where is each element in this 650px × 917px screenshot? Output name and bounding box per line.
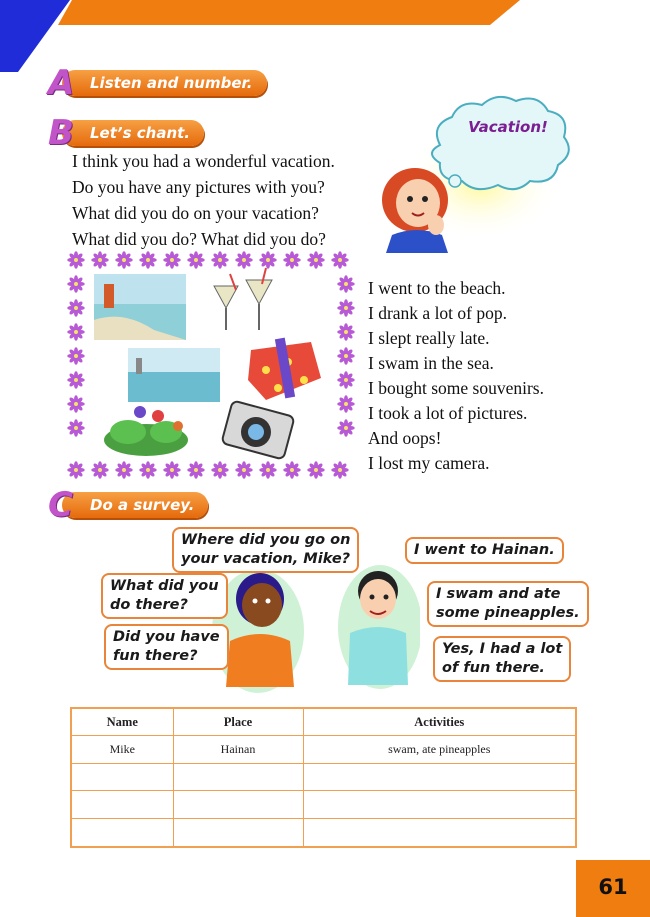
flower-icon	[283, 461, 300, 478]
flower-icon	[337, 395, 354, 412]
flower-icon	[283, 251, 300, 268]
table-cell[interactable]	[303, 819, 576, 847]
flower-icon	[67, 275, 84, 292]
bubble-line: some pineapples.	[436, 605, 580, 621]
sea-photo-icon	[128, 348, 220, 402]
flower-icon	[163, 461, 180, 478]
section-a-title: Listen and number.	[62, 70, 267, 96]
chant-line: What did you do? What did you do?	[72, 229, 326, 249]
flower-icon	[67, 251, 84, 268]
flower-icon	[67, 395, 84, 412]
chant-line: I bought some souvenirs.	[368, 378, 544, 398]
table-cell[interactable]	[71, 763, 173, 791]
table-row	[71, 736, 576, 764]
section-c-title: Do a survey.	[62, 492, 208, 518]
chant-line: What did you do on your vacation?	[72, 203, 319, 223]
table-cell[interactable]	[173, 819, 303, 847]
flower-icon	[67, 323, 84, 340]
flower-icon	[67, 299, 84, 316]
flower-icon	[211, 461, 228, 478]
flower-icon	[91, 251, 108, 268]
flower-icon	[307, 251, 324, 268]
section-b-letter: B	[48, 113, 74, 153]
flower-icon	[115, 461, 132, 478]
chant-line: I think you had a wonderful vacation.	[72, 151, 335, 171]
table-cell: Hainan	[173, 736, 303, 764]
beach-photo-icon	[94, 274, 186, 340]
table-row	[71, 763, 576, 791]
chant-answers	[368, 276, 544, 476]
flower-icon	[337, 347, 354, 364]
flower-icon	[67, 371, 84, 388]
speech-bubble-answer-what	[427, 581, 589, 627]
table-cell: Mike	[71, 736, 173, 764]
bubble-line: Yes, I had a lot	[442, 641, 563, 657]
flower-icon	[139, 461, 156, 478]
flower-icon	[337, 419, 354, 436]
table-row	[71, 819, 576, 847]
section-a-letter: A	[48, 63, 75, 103]
chant-line: I lost my camera.	[368, 453, 490, 473]
table-header-row	[71, 708, 576, 736]
flower-icon	[115, 251, 132, 268]
flower-icon	[139, 251, 156, 268]
survey-table	[70, 707, 577, 848]
flower-icon	[337, 323, 354, 340]
flower-icon	[235, 251, 252, 268]
table-row	[71, 791, 576, 819]
bubble-line: Did you have	[113, 629, 220, 645]
flower-icon	[187, 461, 204, 478]
flower-icon	[259, 461, 276, 478]
flower-icon	[163, 251, 180, 268]
chant-line: I slept really late.	[368, 328, 490, 348]
bubble-line: Where did you go on	[181, 532, 351, 548]
chant-intro	[72, 148, 335, 252]
chant-line: I drank a lot of pop.	[368, 303, 507, 323]
flower-icon	[307, 461, 324, 478]
flower-icon	[91, 461, 108, 478]
bubble-line: of fun there.	[442, 660, 545, 676]
speech-bubble-what	[101, 573, 228, 619]
page-number: 61	[576, 860, 650, 917]
bubble-line: fun there?	[113, 648, 198, 664]
top-banner	[0, 0, 650, 72]
header-place: Place	[173, 708, 303, 736]
header-name: Name	[71, 708, 173, 736]
bubble-line: your vacation, Mike?	[181, 551, 351, 567]
flower-icon	[337, 371, 354, 388]
table-cell[interactable]	[303, 763, 576, 791]
flower-icon	[67, 347, 84, 364]
flower-icon	[259, 251, 276, 268]
section-b-title: Let’s chant.	[62, 120, 204, 146]
flower-icon	[235, 461, 252, 478]
table-cell[interactable]	[173, 763, 303, 791]
flower-icon	[211, 251, 228, 268]
section-c-letter: C	[48, 485, 73, 525]
table-cell[interactable]	[71, 791, 173, 819]
flower-icon	[337, 275, 354, 292]
chant-line: I went to the beach.	[368, 278, 506, 298]
survey-children-illustration	[200, 555, 420, 695]
speech-bubble-where	[172, 527, 359, 573]
chant-line: I swam in the sea.	[368, 353, 494, 373]
bubble-line: I swam and ate	[436, 586, 561, 602]
speech-bubble-answer-fun	[433, 636, 571, 682]
flower-icon	[67, 419, 84, 436]
table-cell: swam, ate pineapples	[303, 736, 576, 764]
table-cell[interactable]	[173, 791, 303, 819]
header-activities: Activities	[303, 708, 576, 736]
table-cell[interactable]	[71, 819, 173, 847]
flower-icon	[67, 461, 84, 478]
speech-bubble-fun	[104, 624, 229, 670]
flower-icon	[331, 251, 348, 268]
chant-line: And oops!	[368, 428, 442, 448]
flower-icon	[187, 251, 204, 268]
table-cell[interactable]	[303, 791, 576, 819]
bubble-line: I went to Hainan.	[414, 542, 555, 558]
bubble-line: What did you	[110, 578, 219, 594]
flower-icon	[331, 461, 348, 478]
chant-line: I took a lot of pictures.	[368, 403, 528, 423]
thought-bubble-text: Vacation!	[468, 118, 548, 136]
flower-icon	[337, 299, 354, 316]
vacation-picture-frame	[66, 250, 356, 480]
bubble-line: do there?	[110, 597, 188, 613]
chant-line: Do you have any pictures with you?	[72, 177, 325, 197]
speech-bubble-answer-where	[405, 537, 564, 564]
